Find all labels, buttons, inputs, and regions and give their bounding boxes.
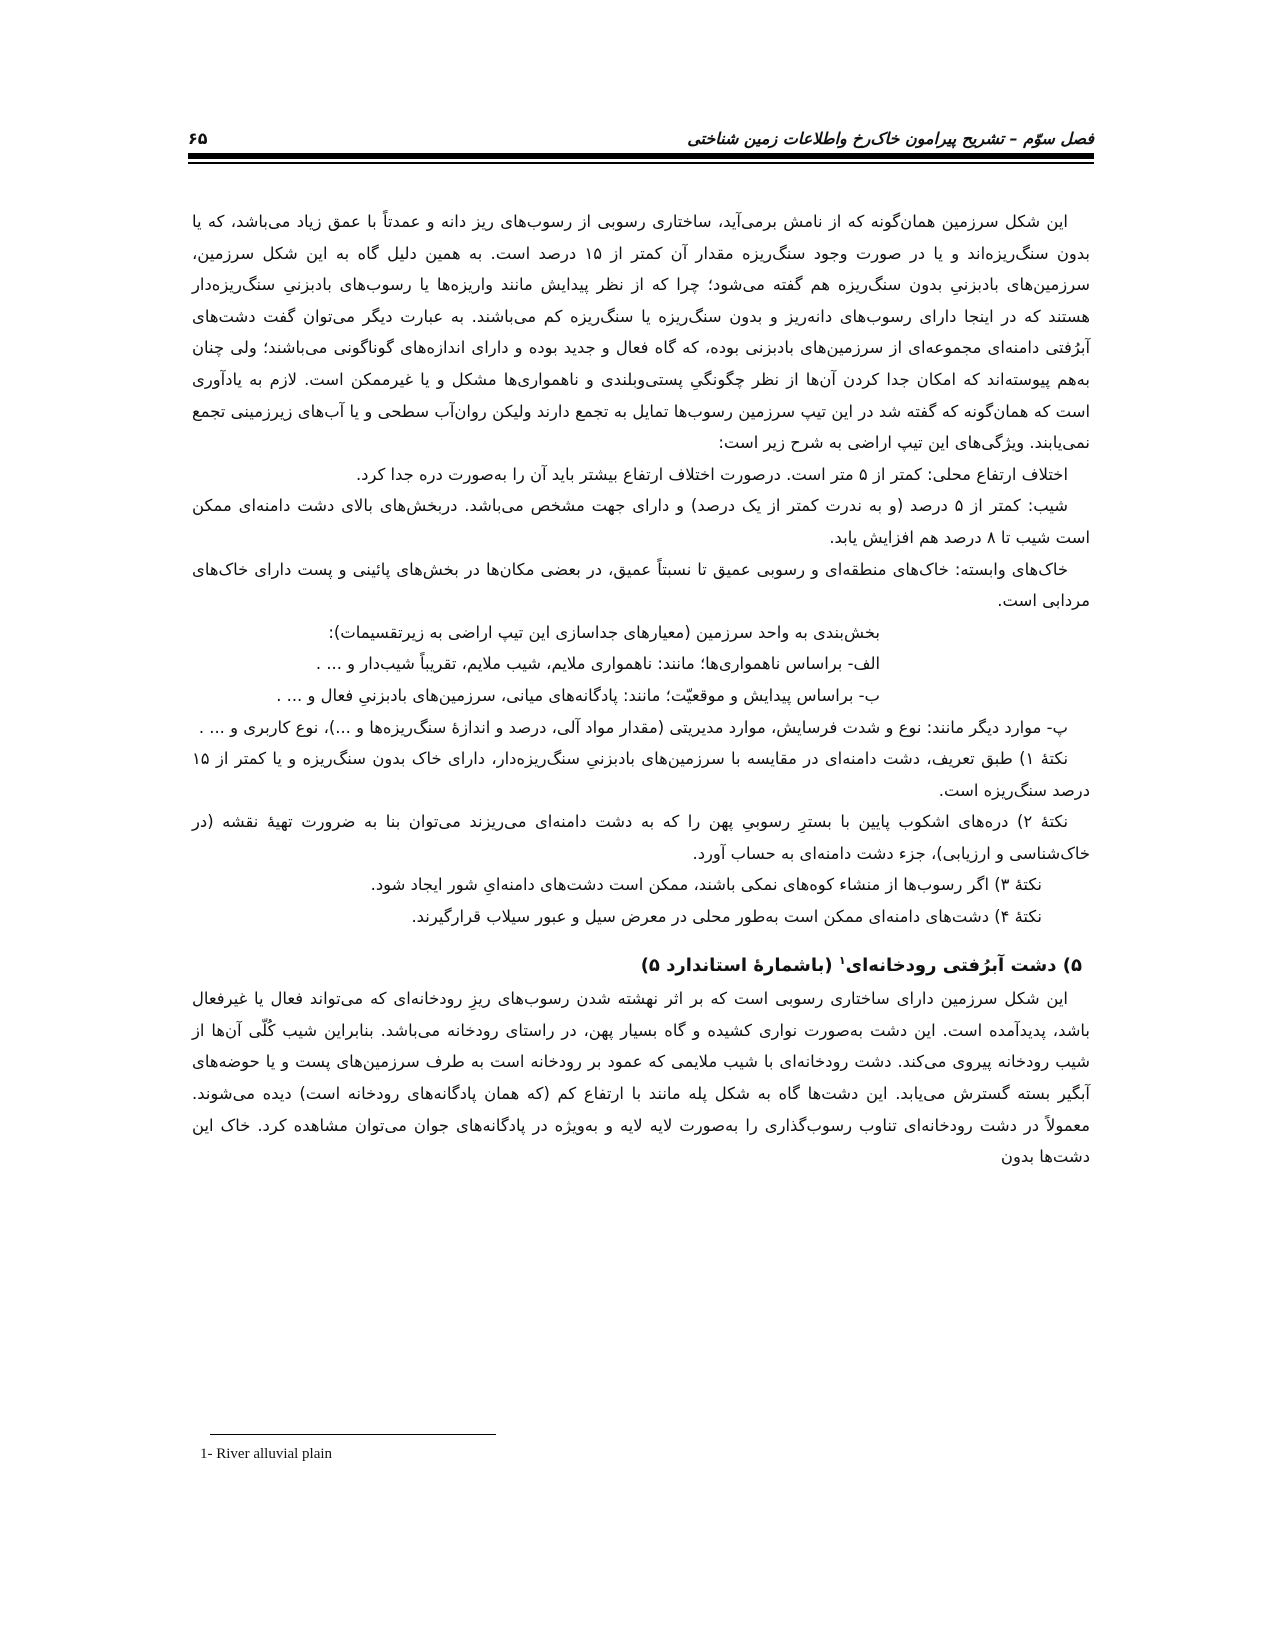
footnote-rule [210,1434,496,1435]
intro-paragraph: این شکل سرزمین همان‌گونه که از نامش برمی‌آید، ساختاری رسوبی از رسوب‌های ریز دانه و عمدتاً با عمق زیاد می‌باشد، که یا بدون سنگ‌ریزه‌اند و یا در صورت وجود سنگ‌ریزه مقدار آن کمتر از ۱۵ درصد است. به همین دلیل گاه به این شکل سرزمین، سرزمین‌های بادبزنیِ بدون سنگ‌ریزه هم گفته می‌شود؛ چرا که از نظر پیدایش مانند واریزه‌ها یا رسوب‌های بادبزنیِ سنگ‌ریزه‌دار هستند که در اینجا دارای رسوب‌های دانه‌ریز و بدون سنگ‌ریزه یا سنگ‌ریزه کم می‌باشند. به عبارت دیگر می‌توان گفت دشت‌های آبرُفتی دامنه‌ای مجموعه‌ای از سرزمین‌های بادبزنی بوده، که گاه فعال و جدید بوده و دارای اندازه‌های گوناگونی می‌باشند؛ ولی چنان به‌هم پیوسته‌اند که امکان جدا کردن آن‌ها از نظر چگونگیِ پستی‌وبلندی و ناهمواری‌ها مشکل و یا غیرممکن است. لازم به یادآوری است که همان‌گونه که گفته شد در این تیپ سرزمین رسوب‌ها تمایل به تجمع دارند ولیکن روان‌آب سطحی و یا آب‌های زیرزمینی تجمع نمی‌یابند. ویژگی‌های این تیپ اراضی به شرح زیر است: [192,212,1090,453]
note-3: نکتهٔ ۳) اگر رسوب‌ها از منشاء کوه‌های نمکی باشند، ممکن است دشت‌های دامنه‌ایِ شور ایجاد شود. [370,875,1042,895]
slope-paragraph: شیب: کمتر از ۵ درصد (و به ندرت کمتر از یک درصد) و دارای جهت مشخص می‌باشد. دربخش‌های بالای دشت دامنه‌ای ممکن است شیب تا ۸ درصد هم افزایش یابد. [192,496,1090,547]
section-number: ۵) [1062,954,1082,976]
section-heading [192,945,1090,982]
section-title: دشت آبرُفتی رودخانه‌ای [845,954,1057,976]
body-text [192,206,1090,1173]
note-4: نکتهٔ ۴) دشت‌های دامنه‌ای ممکن است به‌طور محلی در معرض سیل و عبور سیلاب قرارگیرند. [411,907,1042,927]
footnote: 1- River alluvial plain [200,1446,333,1462]
header-rule-thin [188,162,1094,164]
section-suffix: (باشمارهٔ استاندارد ۵) [640,954,833,976]
page-number: ۶۵ [188,129,208,148]
division-item-b: ب- براساس پیدایش و موقعیّت؛ مانند: پادگانه‌های میانی، سرزمین‌های بادبزنیِ فعال و ... . [276,685,880,705]
note-2: نکتهٔ ۲) دره‌های اشکوب پایین با بسترِ رسوبیِ پهن را که به دشت دامنه‌ای می‌ریزند می‌توان بنا به ضرورت تهیهٔ نقشه (در خاک‌شناسی و ارزیابی)، جزء دشت دامنه‌ای به حساب آورد. [192,812,1090,863]
note-1: نکتهٔ ۱) طبق تعریف، دشت دامنه‌ای در مقایسه با سرزمین‌های بادبزنیِ سنگ‌ریزه‌دار، دارای خاک بدون سنگ‌ریزه و یا کمتر از ۱۵ درصد سنگ‌ریزه است. [192,749,1090,800]
header-rule-thick [188,153,1094,159]
associated-soils-paragraph: خاک‌های وابسته: خاک‌های منطقه‌ای و رسوبی عمیق تا نسبتاً عمیق، در بعضی مکان‌ها در بخش‌های پائینی و پست دارای خاک‌های مردابی است. [192,559,1090,611]
section-paragraph: این شکل سرزمین دارای ساختاری رسوبی است که بر اثر نهشته شدن رسوب‌های ریزِ رودخانه‌ای که می‌تواند فعال یا غیرفعال باشد، پدیدآمده است. این دشت به‌صورت نواری کشیده و گاه بسیار پهن، در راستای رودخانه می‌باشد. بنابراین شیب کُلّی آن‌ها از شیب رودخانه پیروی می‌کند. دشت رودخانه‌ای با شیب ملایمی که عمود بر رودخانه است به طرف سرزمین‌های پست و یا حوضه‌های آبگیر بسته گسترش می‌یابد. این دشت‌ها گاه به شکل پله مانند با ارتفاع کم (که همان پادگانه‌های رودخانه است) دیده می‌شوند. معمولاً در دشت رودخانه‌ای تناوب رسوب‌گذاری را به‌صورت لایه لایه و به‌ویژه در پادگانه‌های جوان می‌توان مشاهده کرد. خاک این دشت‌ها بدون [192,989,1090,1167]
page-header [188,118,1094,148]
local-relief-paragraph: اختلاف ارتفاع محلی: کمتر از ۵ متر است. درصورت اختلاف ارتفاع بیشتر باید آن را به‌صورت دره جدا کرد. [355,464,1068,484]
division-item-a: الف- براساس ناهمواری‌ها؛ مانند: ناهمواری ملایم، شیب ملایم، تقریباً شیب‌دار و ... . [315,654,880,674]
chapter-title: فصل سوّم – تشریح پیرامون خاک‌رخ واطلاعات زمین شناختی [687,129,1094,148]
footnote-marker: ۱ [838,953,846,967]
land-unit-division-heading: بخش‌بندی به واحد سرزمین (معیارهای جداسازی این تیپ اراضی به زیرتقسیمات): [328,622,880,642]
division-item-p: پ- موارد دیگر مانند: نوع و شدت فرسایش، موارد مدیریتی (مقدار مواد آلی، درصد و اندازهٔ سنگ‌ریزه‌ها و ...)، نوع کاربری و ... . [198,717,1068,737]
